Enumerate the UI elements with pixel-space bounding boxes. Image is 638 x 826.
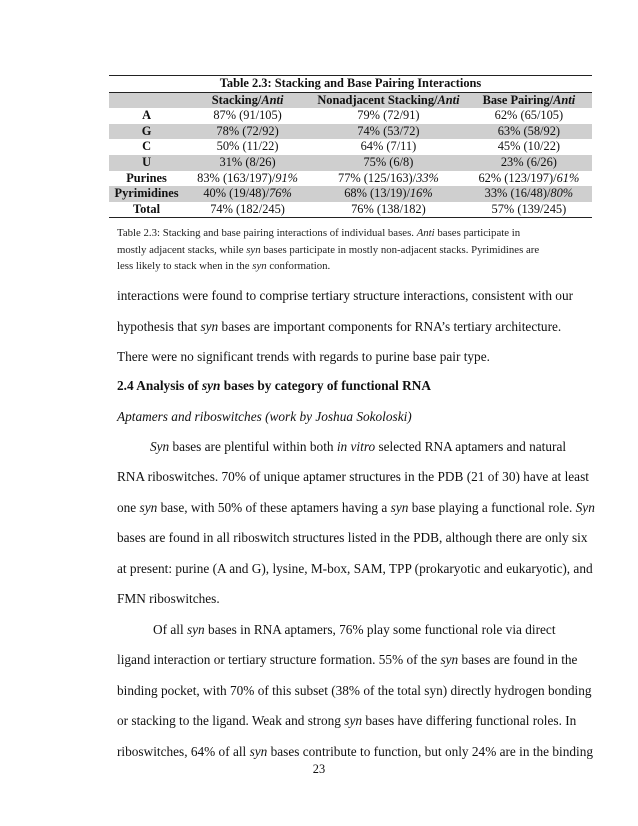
row-label: Total: [109, 202, 184, 218]
table-header-row: [109, 92, 592, 108]
table-cell: 62% (65/105): [494, 108, 564, 123]
paragraph-line: binding pocket, with 70% of this subset (38% of the total syn) directly hydrogen bonding: [117, 683, 592, 698]
table-row: [109, 186, 592, 202]
page-number: 23: [312, 762, 326, 776]
table-row: [109, 124, 592, 140]
paragraph-line: bases are found in all riboswitch structures listed in the PDB, although there are only six: [117, 530, 588, 545]
table-cell: 57% (139/245): [466, 202, 592, 218]
table-cell: 77% (125/163)/33%: [338, 170, 439, 185]
paragraph-line: hypothesis that syn bases are important components for RNA’s tertiary architecture.: [117, 319, 562, 334]
table-cell: 83% (163/197)/91%: [197, 170, 298, 185]
table-stacking-base-pairing: [109, 75, 592, 218]
paragraph-line: Syn bases are plentiful within both in vitro selected RNA aptamers and natural: [150, 439, 567, 454]
table-cell: 64% (7/11): [360, 139, 417, 154]
table-cell: 87% (91/105): [213, 108, 282, 123]
table-header-cell: Stacking/Anti: [184, 92, 311, 108]
table-cell: 68% (13/19)/16%: [311, 186, 466, 202]
row-label: U: [109, 155, 184, 171]
row-label: C: [142, 139, 152, 154]
paragraph-line: riboswitches, 64% of all syn bases contribute to function, but only 24% are in the binding: [117, 744, 594, 759]
table-row: [109, 139, 592, 155]
section-heading: 2.4 Analysis of syn bases by category of functional RNA: [117, 378, 431, 393]
table-cell: 75% (6/8): [311, 155, 466, 171]
table-cell: 33% (16/48)/80%: [466, 186, 592, 202]
table-cell: 63% (58/92): [466, 124, 592, 140]
table-cell: 74% (53/72): [311, 124, 466, 140]
table-cell: 31% (8/26): [184, 155, 311, 171]
table-title-row: [109, 76, 592, 93]
caption-line: Table 2.3: Stacking and base pairing interactions of individual bases. Anti bases participate in: [117, 227, 521, 239]
paragraph-line: Of all syn bases in RNA aptamers, 76% play some functional role via direct: [153, 622, 556, 637]
paragraph-line: There were no significant trends with regards to purine base pair type.: [117, 349, 490, 364]
row-label: G: [109, 124, 184, 140]
row-label: Purines: [126, 170, 167, 185]
table-cell: 76% (138/182): [311, 202, 466, 218]
table-row: [109, 171, 592, 187]
table-cell: 23% (6/26): [466, 155, 592, 171]
paragraph-line: ligand interaction or tertiary structure formation. 55% of the syn bases are found in the: [117, 652, 578, 667]
table-cell: 45% (10/22): [497, 139, 561, 154]
table-caption: [117, 225, 587, 275]
paragraph-line: or stacking to the ligand. Weak and strong syn bases have differing functional roles. In: [117, 713, 577, 728]
table-cell: 79% (72/91): [357, 108, 420, 123]
paragraph-line: one syn base, with 50% of these aptamers having a syn base playing a functional role. Syn: [117, 500, 595, 515]
table-cell: 78% (72/92): [184, 124, 311, 140]
table-cell: 50% (11/22): [216, 139, 279, 154]
paragraph-line: interactions were found to comprise tertiary structure interactions, consistent with our: [117, 288, 574, 303]
table-cell: 40% (19/48)/76%: [184, 186, 311, 202]
paragraph-line: RNA riboswitches. 70% of unique aptamer structures in the PDB (21 of 30) have at least: [117, 469, 589, 484]
table-cell: 74% (182/245): [184, 202, 311, 218]
caption-line: mostly adjacent stacks, while syn bases participate in mostly non-adjacent stacks. Pyrimidines are: [117, 243, 540, 256]
subsection-heading: Aptamers and riboswitches (work by Joshua Sokoloski): [117, 409, 412, 424]
table-row: [109, 155, 592, 171]
table-row: [109, 202, 592, 218]
paragraph-line: FMN riboswitches.: [117, 591, 220, 606]
row-label: Pyrimidines: [109, 186, 184, 202]
paragraph-line: at present: purine (A and G), lysine, M-box, SAM, TPP (prokaryotic and eukaryotic), and: [117, 561, 593, 576]
table-cell: 62% (123/197)/61%: [478, 170, 580, 185]
table-header-cell: Base Pairing/Anti: [466, 92, 592, 108]
table-row: [109, 108, 592, 124]
row-label: A: [142, 108, 152, 123]
table-header-cell: Nonadjacent Stacking/Anti: [311, 92, 466, 108]
table-title: Table 2.3: Stacking and Base Pairing Interactions: [109, 76, 592, 93]
table-header-cell: [109, 92, 184, 108]
caption-line: less likely to stack when in the syn conformation.: [117, 260, 331, 273]
